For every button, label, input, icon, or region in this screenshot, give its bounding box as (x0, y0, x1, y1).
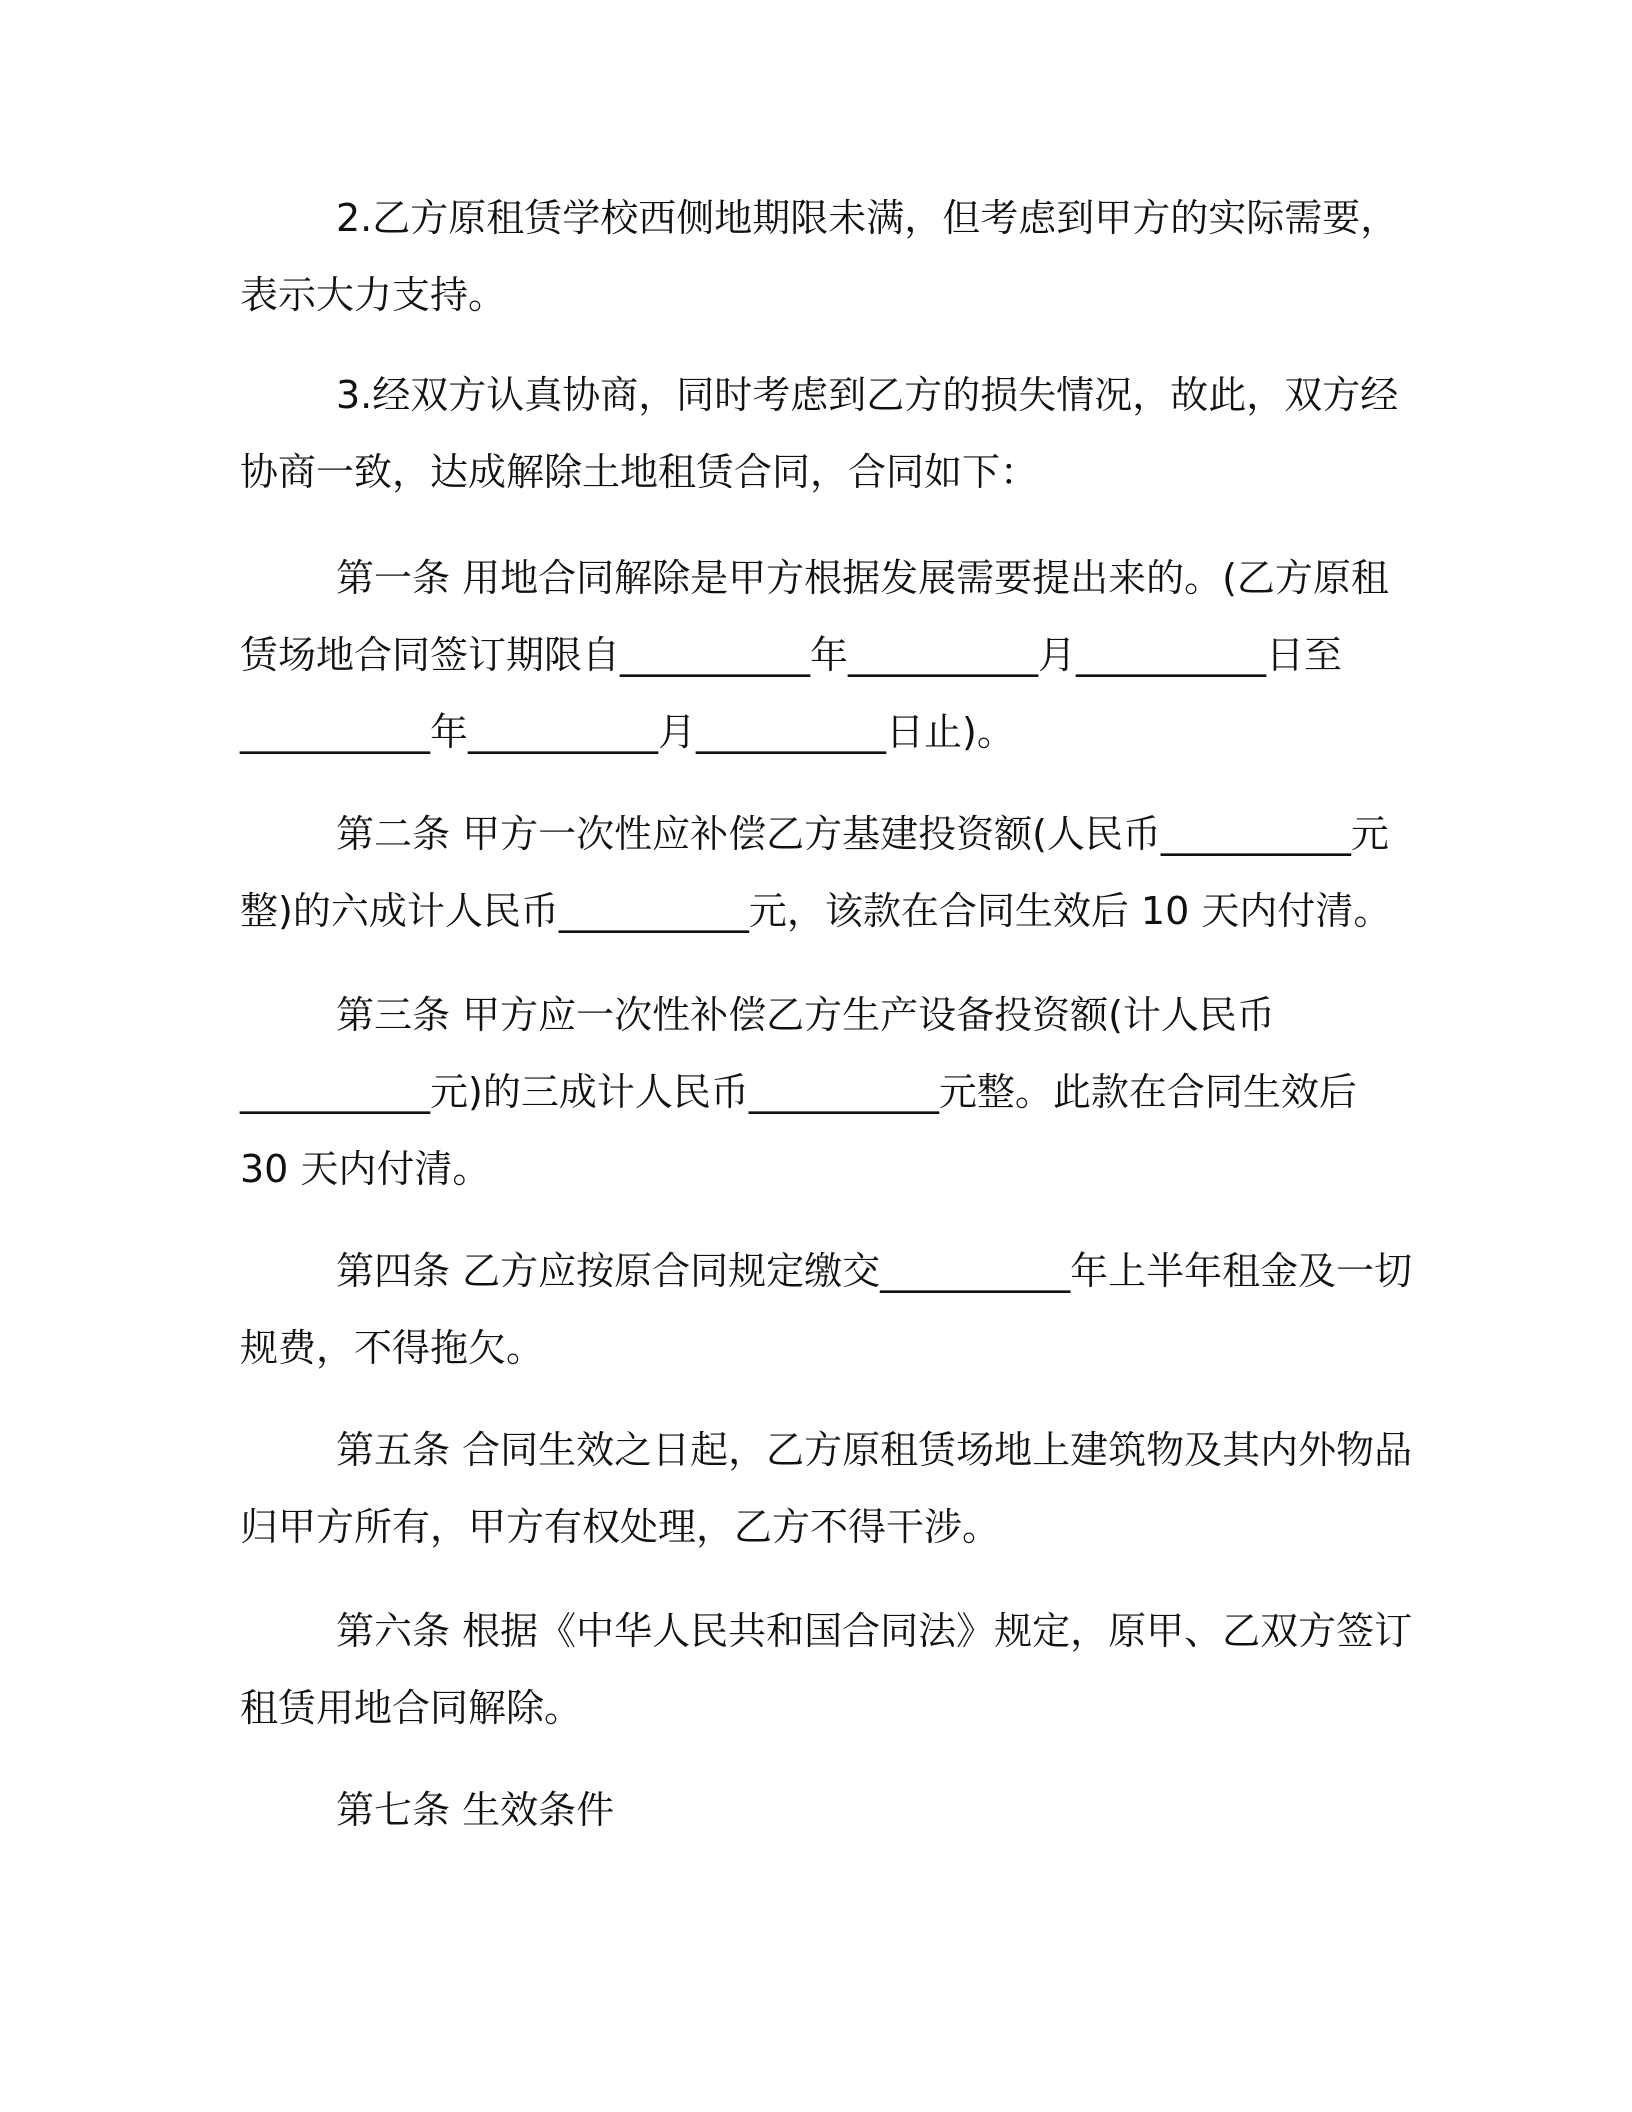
text-line: 2.乙方原租赁学校西侧地期限未满，但考虑到甲方的实际需要， (336, 196, 1399, 240)
article-2 (240, 796, 1390, 950)
text-line: 表示大力支持。 (240, 273, 507, 317)
text-line: 租赁用地合同解除。 (240, 1686, 583, 1730)
paragraph-clause-2 (240, 180, 1399, 334)
article-7 (240, 1772, 1390, 1849)
text-line: 协商一致，达成解除土地租赁合同，合同如下： (240, 450, 1039, 494)
text-line: 第四条 乙方应按原合同规定缴交__________年上半年租金及一切 (336, 1249, 1413, 1293)
text-line: 赁场地合同签订期限自__________年__________月__________日至 (240, 633, 1343, 677)
article-5 (240, 1412, 1413, 1566)
text-line: 第六条 根据《中华人民共和国合同法》规定，原甲、乙双方签订 (336, 1609, 1413, 1653)
paragraph-clause-3 (240, 357, 1399, 511)
text-line: 第一条 用地合同解除是甲方根据发展需要提出来的。(乙方原租 (336, 556, 1389, 600)
article-4 (240, 1233, 1413, 1387)
text-line: 第七条 生效条件 (336, 1788, 615, 1832)
text-line: 3.经双方认真协商，同时考虑到乙方的损失情况，故此，双方经 (336, 373, 1399, 417)
article-1 (240, 540, 1390, 771)
text-line: 30 天内付清。 (240, 1147, 491, 1191)
text-line: 第五条 合同生效之日起，乙方原租赁场地上建筑物及其内外物品 (336, 1428, 1413, 1472)
article-6 (240, 1593, 1413, 1747)
text-line: 第二条 甲方一次性应补偿乙方基建投资额(人民币__________元 (336, 812, 1389, 856)
text-line: __________年__________月__________日止)。 (240, 710, 1015, 754)
text-line: 第三条 甲方应一次性补偿乙方生产设备投资额(计人民币 (336, 993, 1275, 1037)
text-line: 整)的六成计人民币__________元，该款在合同生效后 10 天内付清。 (240, 889, 1392, 933)
text-line: 规费，不得拖欠。 (240, 1326, 545, 1370)
article-3 (240, 977, 1390, 1208)
text-line: __________元)的三成计人民币__________元整。此款在合同生效后 (240, 1070, 1357, 1114)
text-line: 归甲方所有，甲方有权处理，乙方不得干涉。 (240, 1505, 1001, 1549)
